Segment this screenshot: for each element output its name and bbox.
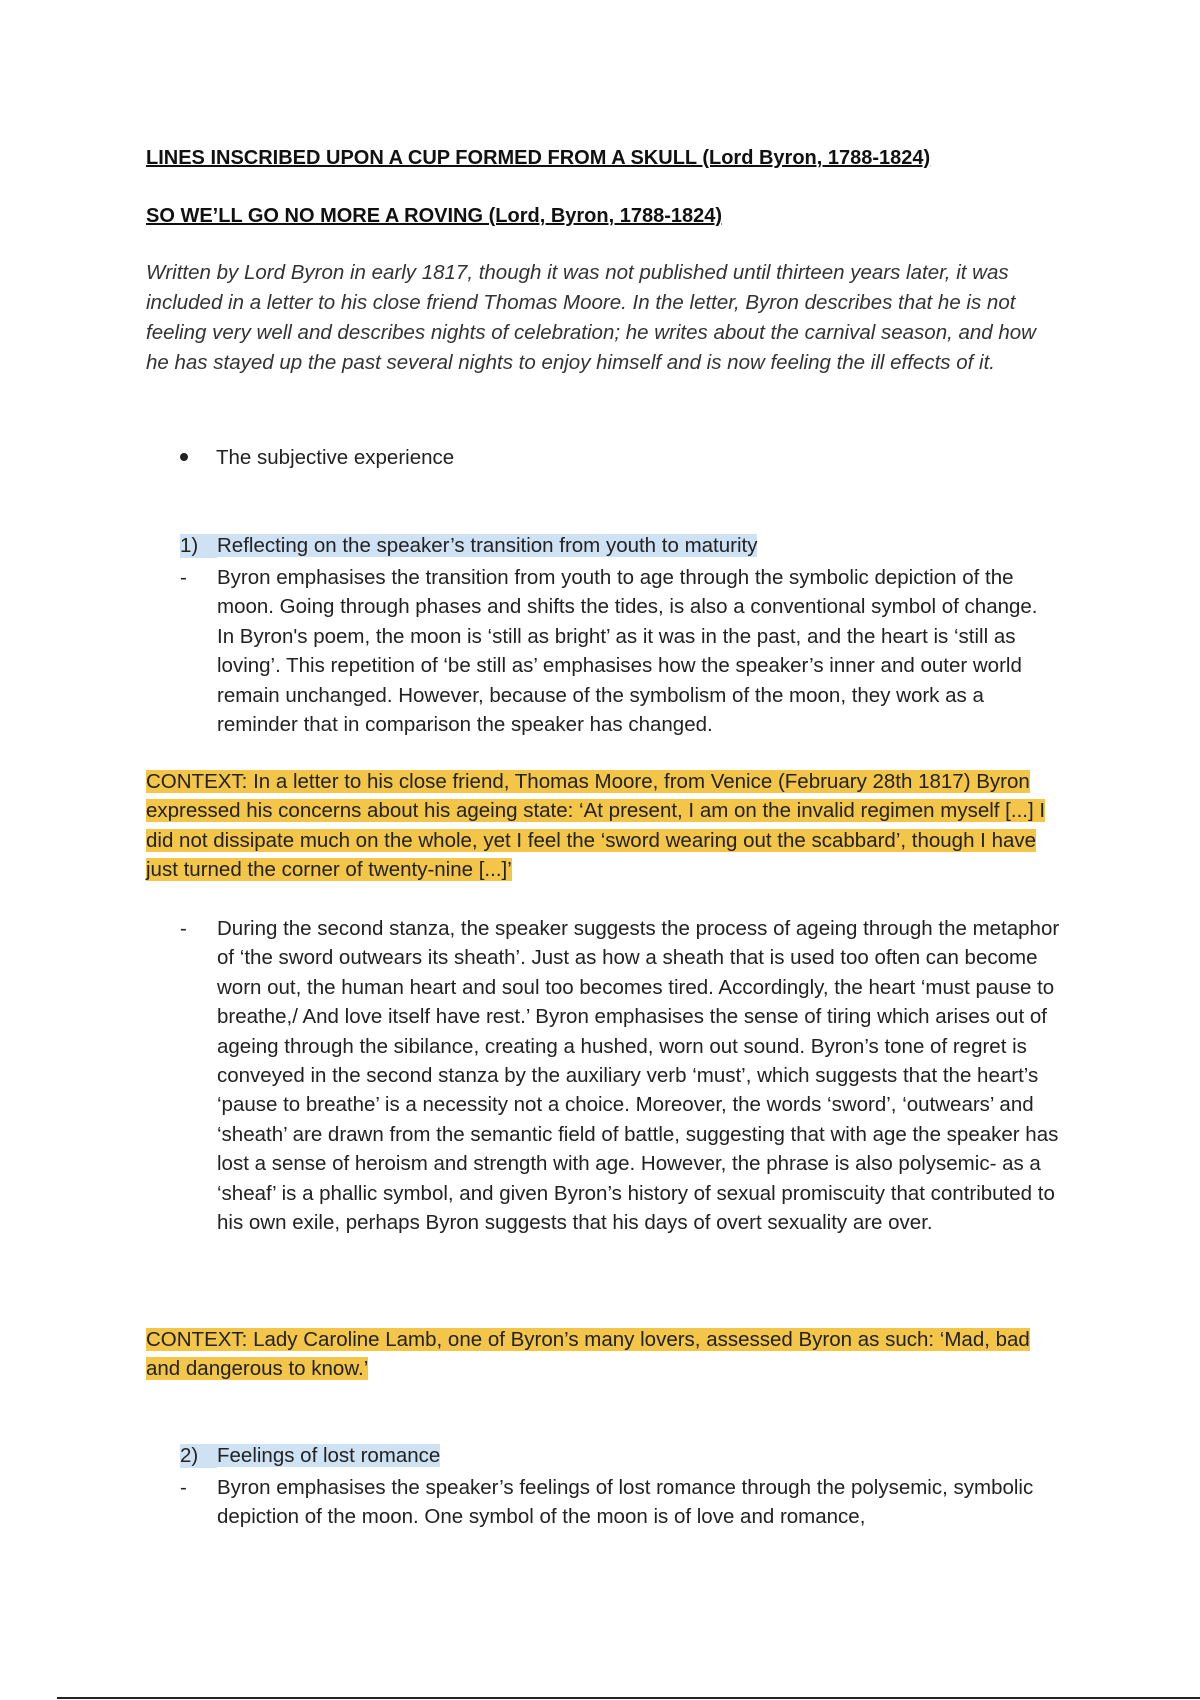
- section-1-point-1-text: Byron emphasises the transition from youth to age through the symbolic depiction of the moon. Going through phases and shifts the tides, is also a conventional symbol of change. In Byron's poem, the moon is ‘still as bright’ as it was in the past, and the heart is ‘still as loving’. This repetition of ‘be still as’ emphasises how the speaker’s inner and outer world remain unchanged. However, because of the symbolism of the moon, they work as a reminder that in comparison the speaker has changed.: [217, 566, 1038, 737]
- section-1-title: Reflecting on the speaker’s transition from youth to maturity: [217, 534, 758, 557]
- section-2-title: Feelings of lost romance: [217, 1444, 441, 1467]
- bullet-label: The subjective experience: [216, 446, 455, 469]
- section-1-point-2: [180, 914, 1060, 1237]
- dash-marker: -: [180, 566, 187, 589]
- bullet-item: [180, 446, 454, 470]
- page-bottom-rule: [57, 1697, 1200, 1699]
- heading-lines-inscribed: LINES INSCRIBED UPON A CUP FORMED FROM A SKULL (Lord Byron, 1788-1824): [146, 147, 931, 169]
- dash-marker: -: [180, 917, 187, 940]
- section-2-point-1-text: Byron emphasises the speaker’s feelings of lost romance through the polysemic, symbolic depiction of the moon. One symbol of the moon is of love and romance,: [217, 1476, 1034, 1529]
- dash-marker: -: [180, 1476, 187, 1499]
- context-1-text: CONTEXT: In a letter to his close friend, Thomas Moore, from Venice (February 28th 1817) Byron expressed his concerns about his ageing state: ‘At present, I am on the invalid regimen myself [...] I did not dissipate much on the whole, yet I feel the ‘sword wearing out the scabbard’, though I have just turned the corner of twenty-nine [...]’: [146, 770, 1046, 882]
- bullet-icon: [180, 453, 188, 461]
- heading-so-well-go: SO WE’LL GO NO MORE A ROVING (Lord, Byron, 1788-1824): [146, 205, 723, 227]
- context-box-1: [146, 767, 1046, 885]
- context-2-text: CONTEXT: Lady Caroline Lamb, one of Byron’s many lovers, assessed Byron as such: ‘Mad, bad and dangerous to know.’: [146, 1328, 1030, 1381]
- intro-paragraph: Written by Lord Byron in early 1817, though it was not published until thirteen years later, it was included in a letter to his close friend Thomas Moore. In the letter, Byron describes that he is not feeling very well and describes nights of celebration; he writes about the carnival season, and how he has stayed up the past several nights to enjoy himself and is now feeling the ill effects of it.: [146, 261, 1036, 374]
- section-1-point-2-text: During the second stanza, the speaker suggests the process of ageing through the metaphor of ‘the sword outwears its sheath’. Just as how a sheath that is used too often can become worn out, the human heart and soul too becomes tired. Accordingly, the heart ‘must pause to breathe,/ And love itself have rest.’ Byron emphasises the sense of tiring which arises out of ageing through the sibilance, creating a hushed, worn out sound. Byron’s tone of regret is conveyed in the second stanza by the auxiliary verb ‘must’, which suggests that the heart’s ‘pause to breathe’ is a necessity not a choice. Moreover, the words ‘sword’, ‘outwears’ and ‘sheath’ are drawn from the semantic field of battle, suggesting that with age the speaker has lost a sense of heroism and strength with age. However, the phrase is also polysemic- as a ‘sheaf’ is a phallic symbol, and given Byron’s history of sexual promiscuity that contributed to his own exile, perhaps Byron suggests that his days of overt sexuality are over.: [217, 917, 1060, 1235]
- section-2-point-1: [180, 1473, 1060, 1532]
- section-1-number: 1): [180, 534, 217, 558]
- context-box-2: [146, 1325, 1046, 1384]
- section-1-point-1: [180, 563, 1060, 739]
- section-1-heading: [180, 534, 757, 558]
- section-2-heading: [180, 1444, 440, 1468]
- section-2-number: 2): [180, 1444, 217, 1468]
